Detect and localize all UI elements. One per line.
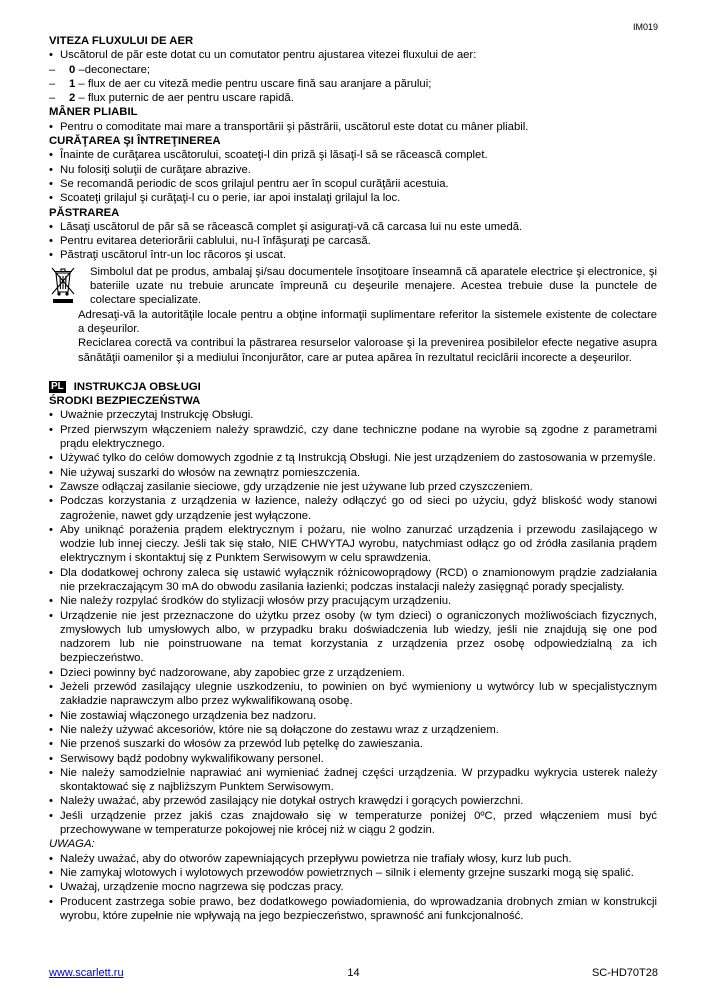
page-number: 14 [347, 967, 360, 979]
mode-number: 1 [69, 77, 76, 90]
airflow-mode-item [49, 63, 657, 77]
list-item: • Înainte de curăţarea uscătorului, scoateţi-l din priză şi lăsaţi-l să se răcească complet. [49, 148, 657, 162]
storage-heading: PĂSTRAREA [49, 206, 120, 219]
list-item: • Uważaj, urządzenie mocno nagrzewa się podczas pracy. [49, 880, 657, 894]
list-item: • Należy uważać, aby przewód zasilający nie dotykał ostrych krawędzi i gorących powierzchni. [49, 794, 657, 808]
list-item: • Scoateţi grilajul şi curăţaţi-l cu o perie, iar apoi instalaţi grilajul la loc. [49, 191, 657, 205]
list-item: • Se recomandă periodic de scos grilajul pentru aer în scopul curăţării acestuia. [49, 177, 657, 191]
pl-section-title [49, 380, 657, 394]
dash-marker: – [49, 77, 56, 90]
airflow-mode-item [49, 91, 657, 105]
list-item: • Păstraţi uscătorul într-un loc răcoros şi uscat. [49, 248, 657, 262]
list-item: • Należy uważać, aby do otworów zapewniających przepływu powietrza nie trafiały włosy, kurz lub puch. [49, 852, 657, 866]
recycling-p1: Simbolul dat pe produs, ambalaj şi/sau documentele însoţitoare înseamnă că aparatele electrice şi electronice, şi bateriile uzate nu trebuie aruncate împreună cu deşeurile menajere. Acestea trebuie duse la punctele de colectare specializate. [90, 265, 657, 307]
list-item: • Aby uniknąć porażenia prądem elektrycznym i pożaru, nie wolno zanurzać urządzenia i przewodu zasilającego w wodzie lub innej cieczy. Jeśli tak się stało, NIE CHWYTAJ wyrobu, natychmiast odłącz go od źródła zasilania prądem elektrycznym i skontaktuj się z Punktem Serwisowym w celu sprawdzenia. [49, 523, 657, 566]
dash-marker: – [49, 92, 56, 105]
handle-list [49, 120, 657, 134]
list-item: • Nie należy używać akcesoriów, które nie są dołączone do zestawu wraz z urządzeniem. [49, 723, 657, 737]
list-item: • Urządzenie nie jest przeznaczone do użytku przez osoby (w tym dzieci) o ograniczonych możliwościach fizycznych, zmysłowych lub umysłowych albo, w przypadku braku doświadczenia lub wiedzy, jeśli nie znajdują się one pod nadzorem lub nie poinstruowane na temat korzystania z urządzenia przez osobę odpowiedzialną za ich bezpieczeństwo. [49, 609, 657, 666]
list-item: • Przed pierwszym włączeniem należy sprawdzić, czy dane techniczne podane na wyrobie są zgodne z parametrami prądu elektrycznego. [49, 423, 657, 452]
website-link[interactable]: www.scarlett.ru [49, 967, 124, 979]
list-item: • Podczas korzystania z urządzenia w łazience, należy odłączyć go od sieci po użyciu, gdyż bliskość wody stanowi zagrożenie, nawet gdy urządzenie jest wyłączone. [49, 494, 657, 523]
list-item: • Pentru o comoditate mai mare a transportării şi păstrării, uscătorul este dotat cu mâner pliabil. [49, 120, 657, 134]
list-item: • Nie należy samodzielnie naprawiać ani wymieniać żadnej części urządzenia. W przypadku wykrycia usterek należy skontaktować się z najbliższym Punktem Serwisowym. [49, 766, 657, 795]
list-item: • Nie zamykaj wlotowych i wylotowych przewodów powietrznych – silnik i elementy grzejne suszarki mogą się spalić. [49, 866, 657, 880]
handle-heading: MÂNER PLIABIL [49, 106, 138, 119]
language-badge: PL [51, 380, 64, 392]
dash-marker: – [49, 63, 56, 76]
storage-list [49, 220, 657, 263]
mode-number: 2 [69, 92, 76, 105]
list-item: • Nie zostawiaj włączonego urządzenia bez nadzoru. [49, 709, 657, 723]
list-item: • Pentru evitarea deteriorării cablului, nu-l înfăşuraţi pe carcasă. [49, 234, 657, 248]
list-item: • Producent zastrzega sobie prawo, bez dodatkowego powiadomienia, do wprowadzania drobnych zmian w konstrukcji wyrobu, które zupełnie nie wpływają na jego bezpieczeństwo, sprawność ani funkcjonalność. [49, 895, 657, 924]
recycling-p2: Adresaţi-vă la autorităţile locale pentru a obţine informaţii suplimentare referitor la sistemele existente de colectare a deşeurilor. [78, 308, 657, 335]
list-item: • Nie używaj suszarki do włosów na zewnątrz pomieszczenia. [49, 466, 657, 480]
pl-title: INSTRUKCJA OBSŁUGI [73, 380, 201, 393]
list-item: • Dzieci powinny być nadzorowane, aby zapobiec grze z urządzeniem. [49, 666, 657, 680]
list-item: • Jeżeli przewód zasilający ulegnie uszkodzeniu, to powinien on być wymieniony u wytwórcy lub w specjalistycznym zakładzie naprawczym albo przez wykwalifikowaną osobę. [49, 680, 657, 709]
airflow-intro: • Uscătorul de păr este dotat cu un comutator pentru ajustarea vitezei fluxului de aer: [49, 48, 657, 62]
list-item: • Używać tylko do celów domowych zgodnie z tą Instrukcją Obsługi. Nie jest urządzeniem do zastosowania w przemyśle. [49, 451, 657, 465]
cleaning-heading: CURĂŢAREA ŞI ÎNTREŢINEREA [49, 135, 221, 148]
mode-description: –deconectare; [75, 63, 151, 76]
recycling-block [49, 265, 657, 308]
pl-note-list [49, 852, 657, 923]
mode-description: – flux de aer cu viteză medie pentru uscare fină sau aranjare a părului; [75, 77, 432, 90]
airflow-heading: VITEZA FLUXULUI DE AER [49, 35, 194, 47]
list-item: • Nu folosiţi soluţii de curăţare abrazive. [49, 163, 657, 177]
document-code: IM019 [632, 22, 658, 32]
cleaning-list [49, 148, 657, 205]
recycling-text [90, 265, 657, 308]
list-item: • Uważnie przeczytaj Instrukcję Obsługi. [49, 408, 657, 422]
crossed-bin-icon [49, 265, 77, 305]
pl-safety-list [49, 408, 657, 837]
pl-note-label: UWAGA: [49, 838, 95, 851]
model-number: SC-HD70T28 [591, 967, 658, 979]
page-footer [49, 967, 658, 981]
pl-safety-heading: ŚRODKI BEZPIECZEŃSTWA [49, 395, 201, 408]
list-item: • Jeśli urządzenie przez jakiś czas znajdowało się w temperaturze poniżej 0ºC, przed włączeniem musi być przechowywane w temperaturze pokojowej nie krócej niż w ciągu 2 godzin. [49, 809, 657, 838]
mode-number: 0 [69, 63, 76, 76]
airflow-modes [49, 63, 657, 106]
mode-description: – flux puternic de aer pentru uscare rapidă. [75, 92, 294, 105]
page-content [49, 34, 657, 923]
list-item: • Nie należy rozpylać środków do stylizacji włosów przy pracującym urządzeniu. [49, 594, 657, 608]
list-item: • Dla dodatkowej ochrony zaleca się ustawić wyłącznik różnicowoprądowy (RCD) o znamionowym prądzie zadziałania nie przekraczającym 30 mA do obwodu zasilania łazienki; podczas instalacji należy zasięgnąć porady specjalisty. [49, 566, 657, 595]
airflow-mode-item [49, 77, 657, 91]
list-item: • Serwisowy bądź podobny wykwalifikowany personel. [49, 752, 657, 766]
list-item: • Nie przenoś suszarki do włosów za przewód lub pętelkę do zawieszania. [49, 737, 657, 751]
list-item: • Zawsze odłączaj zasilanie sieciowe, gdy urządzenie nie jest używane lub przed czyszczeniem. [49, 480, 657, 494]
recycling-p3: Reciclarea corectă va contribui la păstrarea resurselor valoroase şi la prevenirea posibilelor efecte negative asupra sănătăţii oamenilor şi a mediului înconjurător, care ar putea apărea în rezultatul reciclării incorecte a deşeurilor. [78, 337, 657, 364]
list-item: • Lăsaţi uscătorul de păr să se răcească complet şi asiguraţi-vă că carcasa lui nu este umedă. [49, 220, 657, 234]
